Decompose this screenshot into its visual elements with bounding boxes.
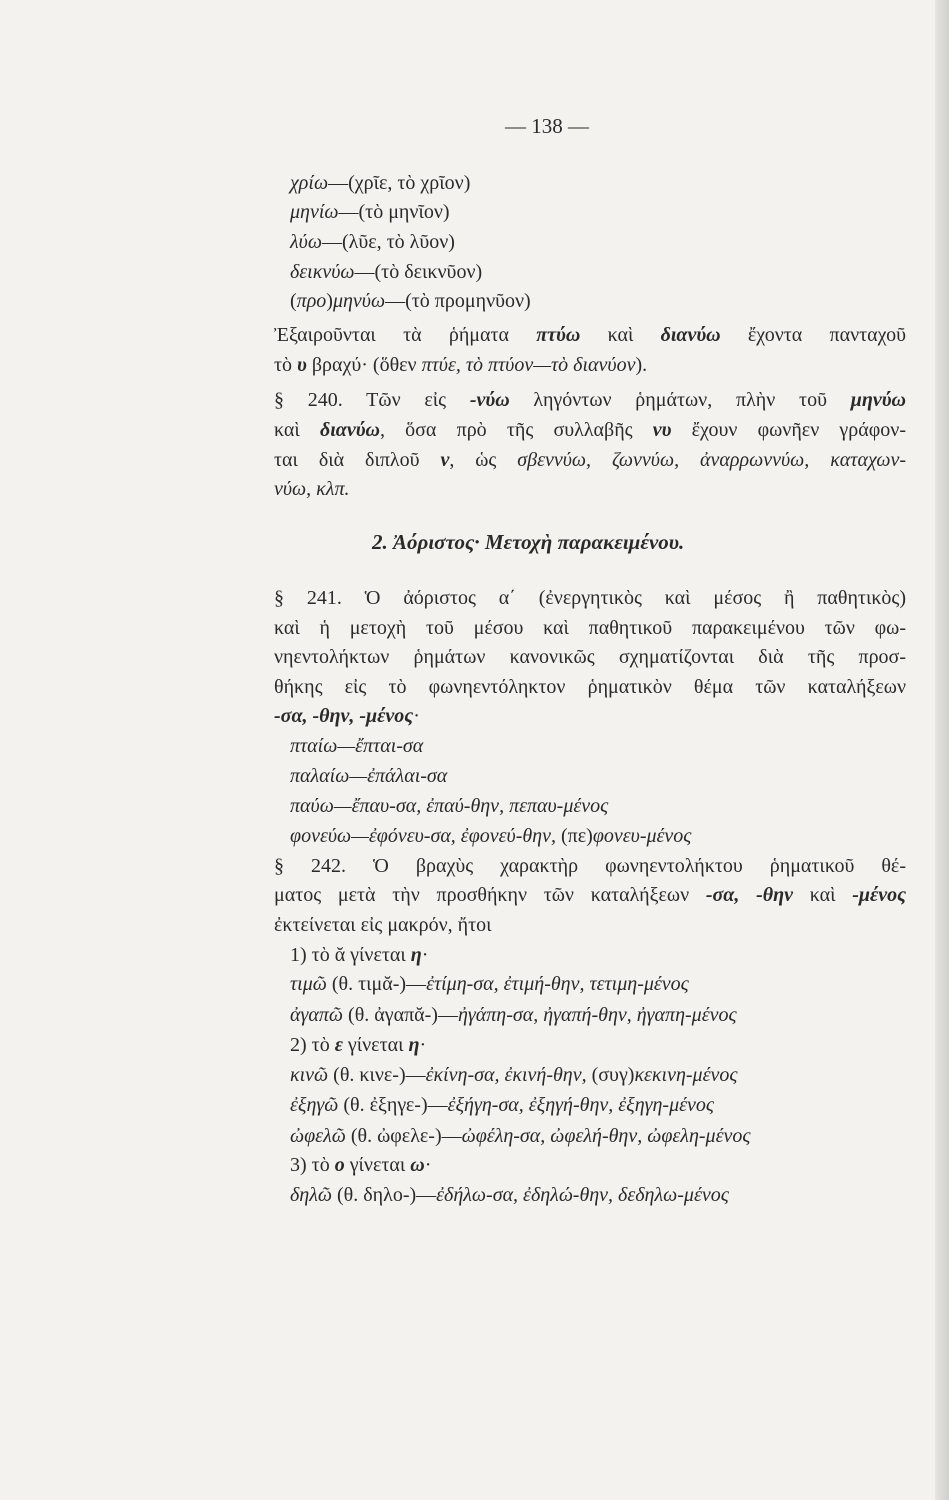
bold-italic-run: η xyxy=(408,1034,420,1056)
text-run: (θ. ἐξηγε-)— xyxy=(338,1094,448,1116)
text-line xyxy=(290,1124,922,1148)
text-run: , ὡς xyxy=(449,449,518,471)
text-run: τὸ xyxy=(274,354,298,376)
text-line xyxy=(290,764,922,788)
text-line xyxy=(274,883,906,907)
text-run: § 240. Τῶν εἰς xyxy=(274,389,470,411)
page-number: — 138 — xyxy=(505,114,589,138)
bold-italic-run: η xyxy=(410,944,422,966)
text-line xyxy=(290,734,922,758)
text-run: (θ. ὠφελε-)— xyxy=(345,1125,462,1147)
text-run: (συγ) xyxy=(591,1064,635,1086)
bold-italic-run: -σα, -θην, -μένος xyxy=(274,705,414,727)
text-line xyxy=(290,943,922,967)
text-line xyxy=(290,1033,922,1057)
text-line xyxy=(274,477,906,501)
text-run: —(λῦε, τὸ λῦον) xyxy=(321,231,455,253)
text-run: νηεντολήκτων ῥημάτων κανονικῶς σχηματίζονται διὰ τῆς προσ- xyxy=(274,646,906,668)
italic-run: πταίω—ἔπται-σα xyxy=(290,735,424,757)
italic-run: ὠφελῶ xyxy=(290,1125,346,1147)
text-run: γίνεται xyxy=(342,1034,409,1056)
italic-run: ἐτίμη-σα, ἐτιμή-θην, τετιμη-μένος xyxy=(426,973,689,995)
bold-italic-run: υ xyxy=(297,354,307,376)
text-line xyxy=(290,1183,922,1207)
italic-run: δηλῶ xyxy=(290,1184,333,1206)
text-line xyxy=(274,353,906,377)
italic-run: ἐκίνη-σα, ἐκινή-θην, xyxy=(425,1064,592,1086)
section-heading xyxy=(372,530,949,554)
bold-italic-run: πτύω xyxy=(536,324,581,346)
italic-run: πτύε, τὸ πτύον—τὸ διανύον xyxy=(421,354,636,376)
text-run: καὶ xyxy=(792,884,853,906)
bold-italic-run: μηνύω xyxy=(850,389,906,411)
italic-run: νύω, κλπ. xyxy=(274,478,350,500)
text-run: —(τὸ μηνῖον) xyxy=(338,201,450,223)
italic-run: χρίω xyxy=(290,172,329,194)
text-line xyxy=(290,824,922,848)
text-run: γίνεται xyxy=(344,1154,411,1176)
italic-run: ἠγάπη-σα, ἠγαπή-θην, ἠγαπη-μένος xyxy=(457,1004,737,1026)
text-run: · xyxy=(421,944,429,966)
text-line xyxy=(274,323,906,347)
bold-italic-run: -νύω xyxy=(469,389,510,411)
bold-italic-run: ο xyxy=(334,1154,345,1176)
text-line xyxy=(290,1153,922,1177)
italic-run: μηνύω xyxy=(332,290,386,312)
text-line xyxy=(290,1063,922,1087)
italic-run: σβεννύω, ζωννύω, ἀναρρωννύω, καταχων- xyxy=(517,449,906,471)
text-line xyxy=(290,260,922,284)
italic-run: παλαίω—ἐπάλαι-σα xyxy=(290,765,448,787)
text-run: καὶ ἡ μετοχὴ τοῦ μέσου καὶ παθητικοῦ παρακειμένου τῶν φω- xyxy=(274,617,906,639)
italic-run: κινῶ xyxy=(290,1064,329,1086)
bold-italic-run: ω xyxy=(410,1154,425,1176)
text-run: Ἐξαιροῦνται τὰ ῥήματα xyxy=(274,324,537,346)
italic-run: ἐξήγη-σα, ἐξηγή-θην, ἐξηγη-μένος xyxy=(447,1094,714,1116)
text-line xyxy=(290,230,922,254)
italic-run: ἐξηγῶ xyxy=(290,1094,339,1116)
text-line xyxy=(274,645,906,669)
text-run: ληγόντων ῥημάτων, πλὴν τοῦ xyxy=(509,389,851,411)
text-run: ματος μετὰ τὴν προσθήκην τῶν καταλήξεων xyxy=(274,884,706,906)
text-run: 2) τὸ xyxy=(290,1034,335,1056)
page-edge-shadow xyxy=(935,0,949,1500)
italic-run: μηνίω xyxy=(290,201,339,223)
text-run: (πε) xyxy=(560,825,593,847)
text-run: 3) τὸ xyxy=(290,1154,335,1176)
italic-run: παύω—ἔπαυ-σα, ἐπαύ-θην, πεπαυ-μένος xyxy=(290,795,609,817)
text-line xyxy=(290,794,922,818)
text-run: —(χρῖε, τὸ χρῖον) xyxy=(328,172,471,194)
text-line xyxy=(290,1093,922,1117)
bold-italic-run: νυ xyxy=(652,419,672,441)
italic-run: ἐδήλω-σα, ἐδηλώ-θην, δεδηλω-μένος xyxy=(436,1184,729,1206)
text-run: καὶ xyxy=(580,324,661,346)
text-run: (θ. τιμᾰ-)— xyxy=(326,973,427,995)
text-line xyxy=(274,913,906,937)
text-line xyxy=(274,448,906,472)
text-run: ) xyxy=(326,290,333,312)
italic-run: τιμῶ xyxy=(290,973,327,995)
text-run: ). xyxy=(635,354,648,376)
bold-italic-run: 2. Ἀόριστος· Μετοχὴ παρακειμένου. xyxy=(372,530,685,554)
text-run: , ὅσα πρὸ τῆς συλλαβῆς xyxy=(379,419,653,441)
text-run: · xyxy=(424,1154,432,1176)
text-run: βραχύ· (ὅθεν xyxy=(306,354,422,376)
italic-run: φονευ-μένος xyxy=(592,825,692,847)
italic-run: λύω xyxy=(290,231,322,253)
text-run: ἐκτείνεται εἰς μακρόν, ἤτοι xyxy=(274,914,492,936)
text-run: —(τὸ δεικνῦον) xyxy=(354,261,483,283)
text-line xyxy=(274,704,906,728)
bold-italic-run: ν xyxy=(440,449,450,471)
text-run: · xyxy=(419,1034,427,1056)
text-line xyxy=(290,972,922,996)
text-line xyxy=(274,418,906,442)
text-line xyxy=(290,171,922,195)
text-run: θήκης εἰς τὸ φωνηεντόληκτον ῥηματικὸν θέμα τῶν καταλήξεων xyxy=(274,676,906,698)
text-run: (θ. κινε-)— xyxy=(328,1064,426,1086)
text-line xyxy=(274,854,906,878)
text-line xyxy=(274,675,906,699)
text-line xyxy=(290,200,922,224)
italic-run: ἀγαπῶ xyxy=(290,1004,344,1026)
text-line xyxy=(290,289,922,313)
italic-run: φονεύω—ἐφόνευ-σα, ἐφονεύ-θην, xyxy=(290,825,561,847)
text-run: ( xyxy=(290,290,297,312)
text-run: § 241. Ὁ ἀόριστος α΄ (ἐνεργητικὸς καὶ μέσος ἢ παθητικὸς) xyxy=(274,587,906,609)
italic-run: προ xyxy=(296,290,327,312)
bold-italic-run: διανύω xyxy=(660,324,721,346)
text-line xyxy=(290,1003,922,1027)
text-run: ἔχοντα πανταχοῦ xyxy=(720,324,906,346)
text-run: (θ. δηλο-)— xyxy=(332,1184,437,1206)
italic-run: δεικνύω xyxy=(290,261,355,283)
text-line xyxy=(274,388,906,412)
bold-italic-run: ε xyxy=(334,1034,343,1056)
text-run: ται διὰ διπλοῦ xyxy=(274,449,441,471)
text-run: 1) τὸ ᾰ γίνεται xyxy=(290,944,411,966)
bold-italic-run: -μένος xyxy=(852,884,906,906)
text-run: ἔχουν φωνῆεν γράφον- xyxy=(671,419,906,441)
text-line xyxy=(274,586,906,610)
text-run: · xyxy=(413,705,420,727)
text-run: (θ. ἀγαπᾰ-)— xyxy=(343,1004,458,1026)
italic-run: κεκινη-μένος xyxy=(634,1064,738,1086)
text-run: —(τὸ προμηνῦον) xyxy=(385,290,531,312)
text-run: καὶ xyxy=(274,419,320,441)
bold-italic-run: διανύω xyxy=(319,419,380,441)
text-line xyxy=(274,616,906,640)
text-run: § 242. Ὁ βραχὺς χαρακτὴρ φωνηεντολήκτου ῥηματικοῦ θέ- xyxy=(274,855,906,877)
italic-run: ὠφέλη-σα, ὠφελή-θην, ὠφελη-μένος xyxy=(461,1125,751,1147)
bold-italic-run: -σα, -θην xyxy=(705,884,793,906)
